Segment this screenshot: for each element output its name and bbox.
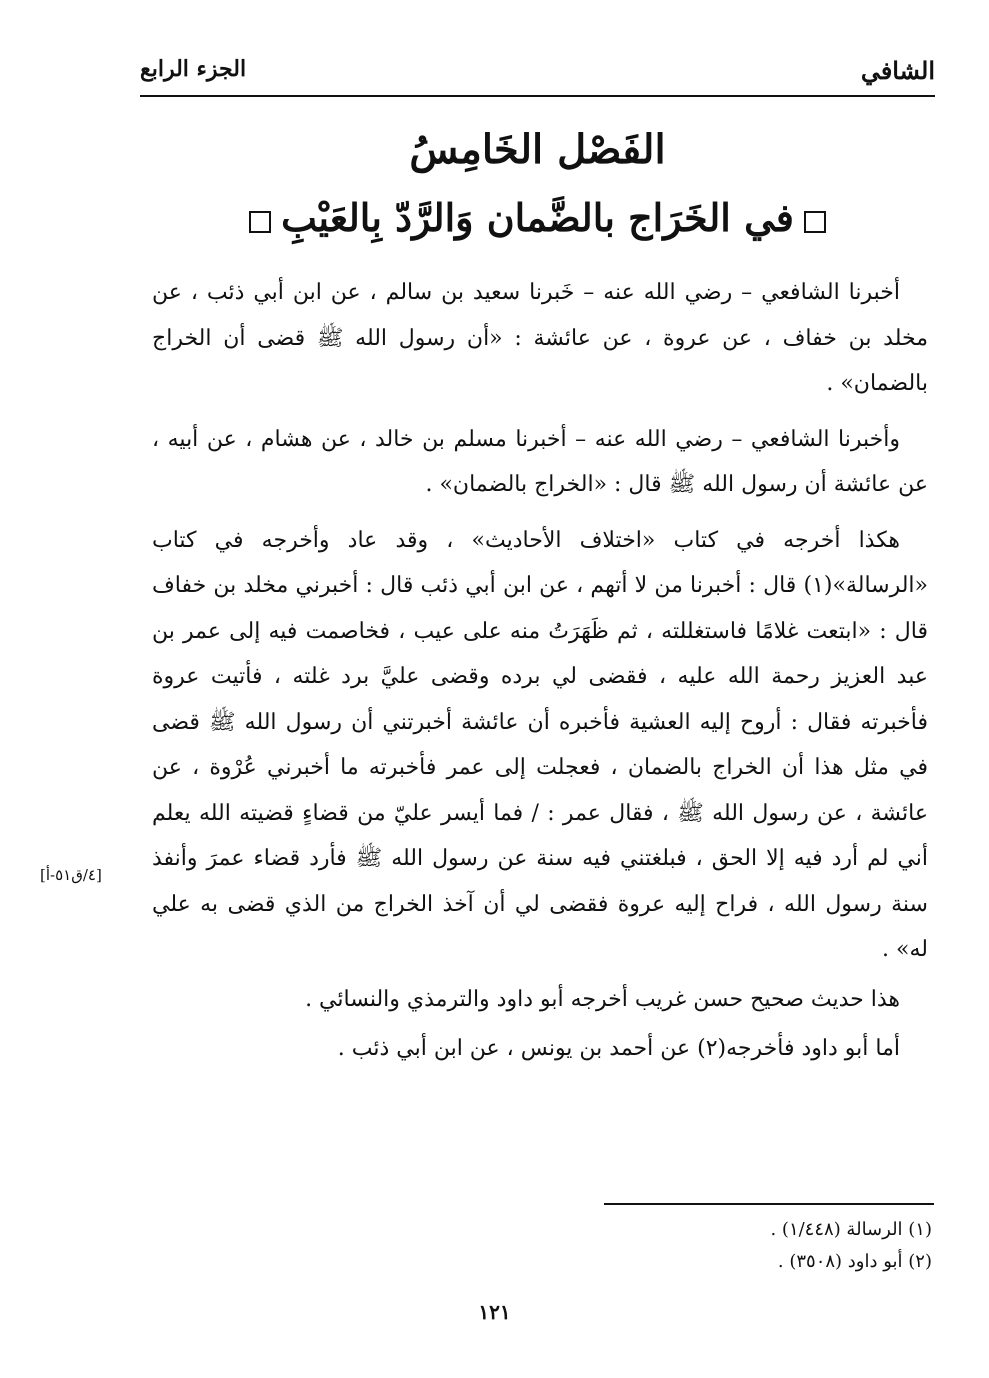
paragraph: أخبرنا الشافعي – رضي الله عنه – خَبرنا سعيد بن سالم ، عن ابن أبي ذئب ، عن مخلد بن خفاف ، عن عروة ، عن عائشة : «أن رسول الله ﷺ قضى أن الخراج بالضمان» . <box>152 280 928 396</box>
manuscript-folio-note: [٤/ق٥١-أ] <box>40 866 102 884</box>
footnote: (١) الرسالة (١/٤٤٨) . <box>770 1219 932 1240</box>
footnote: (٢) أبو داود (٣٥٠٨) . <box>777 1251 932 1272</box>
square-ornament-icon <box>249 211 271 233</box>
paragraph: وأخبرنا الشافعي – رضي الله عنه – أخبرنا مسلم بن خالد ، عن هشام ، عن أبيه ، عن عائشة أن رسول الله ﷺ قال : «الخراج بالضمان» . <box>152 426 928 497</box>
paragraph: هكذا أخرجه في كتاب «اختلاف الأحاديث» ، وقد عاد وأخرجه في كتاب «الرسالة»(١) قال : أخبرنا من لا أتهم ، عن ابن أبي ذئب قال : أخبرني مخلد بن خفاف قال : «ابتعت غلامًا فاستغللته ، ثم ظَهَرَتُ منه على عيب ، فخاصمت فيه إلى عمر بن عبد العزيز رحمة الله عليه ، فقضى لي برده وقضى عليَّ برد غلته ، فأتيت عروة فأخبرته فقال : أروح إليه العشية فأخبره أن عائشة أخبرتني أن رسول الله ﷺ قضى في مثل هذا أن الخراج بالضمان ، فعجلت إلى عمر فأخبرته ما أخبرني عُرْوة ، عن عائشة ، عن رسول الله ﷺ ، فقال عمر : / فما أيسر عليّ من قضاءٍ قضيته الله يعلم أني لم أرد فيه إلا الحق ، فبلغتني فيه سنة عن رسول الله ﷺ فأرد قضاء عمرَ وأنفذ سنة رسول الله ، فراح إليه عروة فقضى لي أن آخذ الخراج من الذي قضى به علي له» . <box>152 527 929 962</box>
chapter-subtitle: في الخَرَاج بالضَّمان وَالرَّدّ بِالعَيْبِ <box>281 195 794 240</box>
paragraph: هذا حديث صحيح حسن غريب أخرجه أبو داود والترمذي والنسائي . <box>305 986 900 1012</box>
footnote-divider <box>604 1203 934 1205</box>
body-text <box>152 270 928 1076</box>
chapter-title: الفَصْل الخَامِسُ <box>409 126 666 173</box>
chapter-subtitle-block <box>140 190 935 246</box>
running-header <box>140 56 935 90</box>
page-number: ١٢١ <box>478 1300 511 1324</box>
volume-label: الجزء الرابع <box>140 56 247 82</box>
paragraph: أما أبو داود فأخرجه(٢) عن أحمد بن يونس ، عن ابن أبي ذئب . <box>337 1036 900 1061</box>
book-title: الشافي <box>860 56 935 85</box>
square-ornament-icon <box>804 211 826 233</box>
header-divider <box>140 95 935 97</box>
footnotes <box>500 1214 932 1278</box>
